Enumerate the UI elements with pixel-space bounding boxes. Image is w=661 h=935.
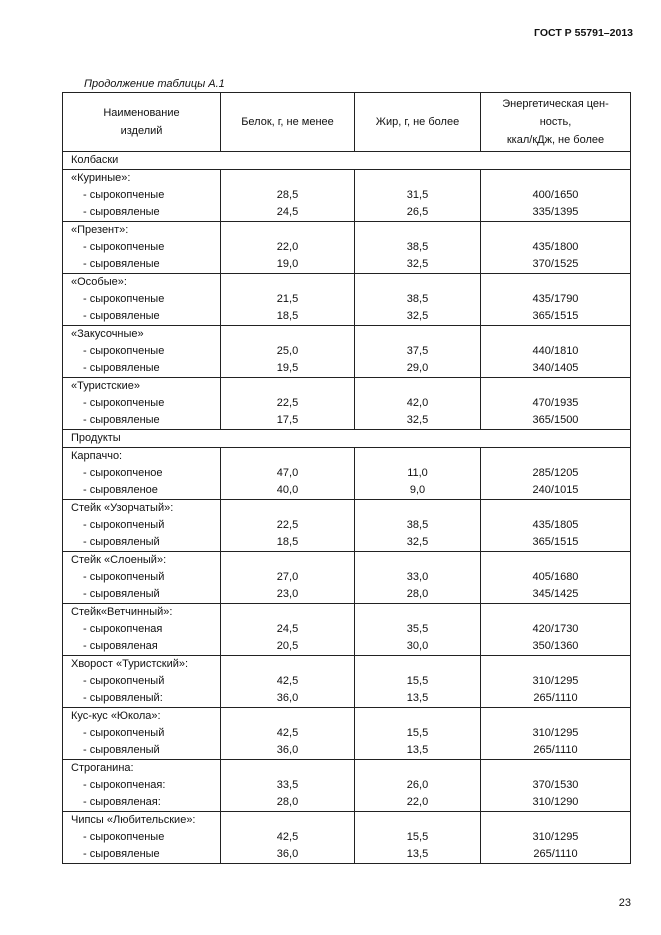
group-row	[63, 222, 631, 240]
cell-name: - сырокопченые	[63, 395, 221, 412]
cell-name: - сыровяленые	[63, 846, 221, 864]
cell-protein: 24,5	[221, 204, 355, 222]
col-header-name	[63, 93, 221, 152]
empty-cell	[355, 222, 481, 240]
cell-name: - сыровяленый:	[63, 690, 221, 708]
empty-cell	[221, 500, 355, 518]
cell-fat: 28,0	[355, 586, 481, 604]
cell-fat: 22,0	[355, 794, 481, 812]
table-row	[63, 187, 631, 204]
group-name: Стейк«Ветчинный»:	[63, 604, 221, 622]
cell-fat: 30,0	[355, 638, 481, 656]
cell-protein: 17,5	[221, 412, 355, 430]
cell-name: - сыровяленые	[63, 412, 221, 430]
cell-name: - сырокопченая	[63, 621, 221, 638]
cell-protein: 22,5	[221, 517, 355, 534]
cell-name: - сыровяленая:	[63, 794, 221, 812]
cell-protein: 40,0	[221, 482, 355, 500]
cell-protein: 19,0	[221, 256, 355, 274]
cell-name: - сырокопченые	[63, 187, 221, 204]
table-row	[63, 725, 631, 742]
group-name: Стейк «Слоеный»:	[63, 552, 221, 570]
cell-name: - сыровяленая	[63, 638, 221, 656]
table-row	[63, 395, 631, 412]
cell-energy: 405/1680	[481, 569, 631, 586]
cell-name: - сырокопченые	[63, 239, 221, 256]
group-row	[63, 378, 631, 396]
cell-fat: 15,5	[355, 829, 481, 846]
cell-energy: 310/1290	[481, 794, 631, 812]
col-header-name-line: изделий	[120, 125, 163, 137]
cell-name: - сырокопченые	[63, 829, 221, 846]
empty-cell	[481, 812, 631, 830]
empty-cell	[355, 552, 481, 570]
cell-protein: 28,0	[221, 794, 355, 812]
table-row	[63, 482, 631, 500]
group-row	[63, 500, 631, 518]
cell-protein: 22,0	[221, 239, 355, 256]
group-row	[63, 656, 631, 674]
cell-name: - сырокопченый	[63, 673, 221, 690]
cell-fat: 13,5	[355, 846, 481, 864]
table-row	[63, 621, 631, 638]
table-header	[63, 93, 631, 152]
cell-fat: 32,5	[355, 534, 481, 552]
table-caption: Продолжение таблицы А.1	[84, 78, 225, 90]
cell-energy: 350/1360	[481, 638, 631, 656]
cell-protein: 47,0	[221, 465, 355, 482]
cell-energy: 265/1110	[481, 846, 631, 864]
group-row	[63, 708, 631, 726]
cell-fat: 38,5	[355, 239, 481, 256]
cell-name: - сырокопченый	[63, 517, 221, 534]
group-name: Чипсы «Любительские»:	[63, 812, 221, 830]
empty-cell	[221, 274, 355, 292]
empty-cell	[355, 170, 481, 188]
table-row	[63, 673, 631, 690]
table-row	[63, 829, 631, 846]
cell-energy: 370/1525	[481, 256, 631, 274]
cell-protein: 18,5	[221, 534, 355, 552]
empty-cell	[481, 708, 631, 726]
cell-protein: 24,5	[221, 621, 355, 638]
cell-name: - сыровяленый	[63, 534, 221, 552]
cell-protein: 42,5	[221, 673, 355, 690]
table-row	[63, 534, 631, 552]
empty-cell	[481, 378, 631, 396]
group-row	[63, 812, 631, 830]
cell-name: - сырокопченая:	[63, 777, 221, 794]
cell-energy: 285/1205	[481, 465, 631, 482]
cell-protein: 36,0	[221, 742, 355, 760]
table-row	[63, 308, 631, 326]
group-name: Строганина:	[63, 760, 221, 778]
cell-protein: 28,5	[221, 187, 355, 204]
empty-cell	[355, 656, 481, 674]
col-header-energy-line: ность,	[539, 116, 572, 128]
cell-energy: 310/1295	[481, 725, 631, 742]
table-row	[63, 586, 631, 604]
cell-fat: 35,5	[355, 621, 481, 638]
group-row	[63, 604, 631, 622]
empty-cell	[481, 604, 631, 622]
empty-cell	[355, 378, 481, 396]
cell-energy: 265/1110	[481, 690, 631, 708]
table-row	[63, 412, 631, 430]
group-row	[63, 170, 631, 188]
cell-protein: 36,0	[221, 846, 355, 864]
cell-fat: 33,0	[355, 569, 481, 586]
empty-cell	[481, 656, 631, 674]
empty-cell	[355, 760, 481, 778]
empty-cell	[221, 378, 355, 396]
cell-protein: 22,5	[221, 395, 355, 412]
empty-cell	[355, 812, 481, 830]
section-row	[63, 430, 631, 448]
cell-fat: 32,5	[355, 412, 481, 430]
cell-energy: 335/1395	[481, 204, 631, 222]
cell-name: - сыровяленые	[63, 308, 221, 326]
cell-name: - сырокопченый	[63, 725, 221, 742]
cell-fat: 26,5	[355, 204, 481, 222]
col-header-energy	[481, 93, 631, 152]
cell-protein: 18,5	[221, 308, 355, 326]
cell-name: - сырокопченые	[63, 343, 221, 360]
cell-energy: 265/1110	[481, 742, 631, 760]
cell-energy: 420/1730	[481, 621, 631, 638]
table-row	[63, 742, 631, 760]
cell-energy: 435/1790	[481, 291, 631, 308]
cell-energy: 310/1295	[481, 673, 631, 690]
group-name: Стейк «Узорчатый»:	[63, 500, 221, 518]
table-row	[63, 465, 631, 482]
group-name: «Закусочные»	[63, 326, 221, 344]
cell-energy: 345/1425	[481, 586, 631, 604]
empty-cell	[481, 326, 631, 344]
table-row	[63, 291, 631, 308]
group-name: Карпаччо:	[63, 448, 221, 466]
empty-cell	[221, 448, 355, 466]
cell-energy: 440/1810	[481, 343, 631, 360]
empty-cell	[221, 604, 355, 622]
cell-fat: 29,0	[355, 360, 481, 378]
empty-cell	[355, 604, 481, 622]
cell-name: - сырокопченое	[63, 465, 221, 482]
cell-fat: 38,5	[355, 517, 481, 534]
empty-cell	[221, 708, 355, 726]
table-row	[63, 794, 631, 812]
group-name: «Куриные»:	[63, 170, 221, 188]
group-row	[63, 552, 631, 570]
cell-name: - сырокопченые	[63, 291, 221, 308]
cell-fat: 26,0	[355, 777, 481, 794]
table-row	[63, 517, 631, 534]
empty-cell	[355, 274, 481, 292]
group-row	[63, 760, 631, 778]
empty-cell	[481, 552, 631, 570]
cell-energy: 310/1295	[481, 829, 631, 846]
cell-fat: 42,0	[355, 395, 481, 412]
empty-cell	[221, 760, 355, 778]
empty-cell	[221, 326, 355, 344]
cell-protein: 42,5	[221, 725, 355, 742]
cell-protein: 33,5	[221, 777, 355, 794]
empty-cell	[355, 326, 481, 344]
cell-energy: 365/1515	[481, 308, 631, 326]
cell-name: - сыровяленые	[63, 360, 221, 378]
col-header-energy-line: Энергетическая цен-	[502, 98, 609, 110]
group-row	[63, 448, 631, 466]
cell-protein: 36,0	[221, 690, 355, 708]
cell-protein: 27,0	[221, 569, 355, 586]
cell-energy: 365/1515	[481, 534, 631, 552]
empty-cell	[481, 448, 631, 466]
nutrition-table	[62, 92, 631, 864]
empty-cell	[355, 448, 481, 466]
cell-fat: 31,5	[355, 187, 481, 204]
cell-fat: 13,5	[355, 690, 481, 708]
cell-fat: 32,5	[355, 308, 481, 326]
cell-energy: 435/1800	[481, 239, 631, 256]
cell-fat: 32,5	[355, 256, 481, 274]
empty-cell	[355, 500, 481, 518]
empty-cell	[481, 500, 631, 518]
empty-cell	[481, 274, 631, 292]
table-row	[63, 256, 631, 274]
cell-protein: 21,5	[221, 291, 355, 308]
col-header-energy-line: ккал/кДж, не более	[506, 134, 605, 146]
cell-fat: 15,5	[355, 725, 481, 742]
page-number: 23	[618, 897, 631, 909]
empty-cell	[221, 222, 355, 240]
cell-energy: 370/1530	[481, 777, 631, 794]
cell-energy: 240/1015	[481, 482, 631, 500]
group-name: «Презент»:	[63, 222, 221, 240]
cell-name: - сыровяленое	[63, 482, 221, 500]
cell-fat: 37,5	[355, 343, 481, 360]
cell-energy: 400/1650	[481, 187, 631, 204]
group-name: Кус-кус «Юкола»:	[63, 708, 221, 726]
cell-energy: 365/1500	[481, 412, 631, 430]
table-row	[63, 239, 631, 256]
table-body	[63, 152, 631, 864]
group-name: «Туристские»	[63, 378, 221, 396]
section-title: Колбаски	[63, 152, 631, 170]
cell-name: - сыровяленый	[63, 742, 221, 760]
cell-fat: 11,0	[355, 465, 481, 482]
group-row	[63, 326, 631, 344]
cell-fat: 15,5	[355, 673, 481, 690]
table-row	[63, 846, 631, 864]
empty-cell	[481, 170, 631, 188]
cell-fat: 9,0	[355, 482, 481, 500]
empty-cell	[481, 222, 631, 240]
cell-name: - сыровяленые	[63, 204, 221, 222]
col-header-protein: Белок, г, не менее	[221, 93, 355, 152]
table-row	[63, 690, 631, 708]
empty-cell	[221, 552, 355, 570]
cell-name: - сыровяленые	[63, 256, 221, 274]
empty-cell	[221, 170, 355, 188]
empty-cell	[355, 708, 481, 726]
empty-cell	[221, 812, 355, 830]
cell-protein: 23,0	[221, 586, 355, 604]
standard-number: ГОСТ Р 55791–2013	[534, 27, 633, 39]
table-row	[63, 777, 631, 794]
col-header-name-line: Наименование	[103, 107, 180, 119]
col-header-fat: Жир, г, не более	[355, 93, 481, 152]
cell-name: - сырокопченый	[63, 569, 221, 586]
section-row	[63, 152, 631, 170]
cell-energy: 470/1935	[481, 395, 631, 412]
cell-energy: 340/1405	[481, 360, 631, 378]
group-name: Хворост «Туристский»:	[63, 656, 221, 674]
table-row	[63, 638, 631, 656]
cell-protein: 19,5	[221, 360, 355, 378]
group-name: «Особые»:	[63, 274, 221, 292]
group-row	[63, 274, 631, 292]
table-row	[63, 569, 631, 586]
empty-cell	[221, 656, 355, 674]
cell-energy: 435/1805	[481, 517, 631, 534]
cell-fat: 13,5	[355, 742, 481, 760]
cell-protein: 42,5	[221, 829, 355, 846]
table-row	[63, 204, 631, 222]
cell-protein: 20,5	[221, 638, 355, 656]
table-row	[63, 343, 631, 360]
cell-protein: 25,0	[221, 343, 355, 360]
empty-cell	[481, 760, 631, 778]
section-title: Продукты	[63, 430, 631, 448]
cell-name: - сыровяленый	[63, 586, 221, 604]
table-row	[63, 360, 631, 378]
cell-fat: 38,5	[355, 291, 481, 308]
